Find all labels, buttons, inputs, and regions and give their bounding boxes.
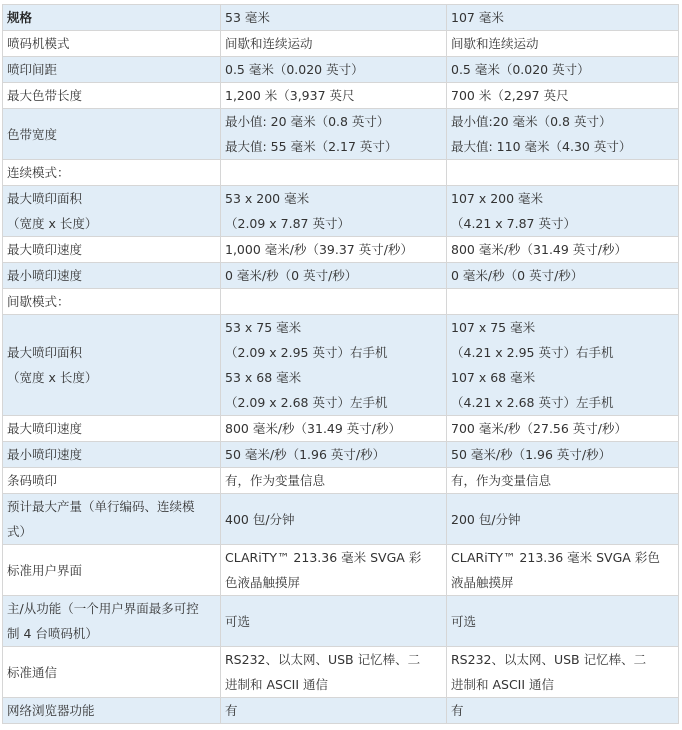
cell-text-line: 标准通信	[7, 664, 58, 680]
spec-107mm-cell	[447, 698, 679, 724]
cell-text-line: CLARiTY™ 213.36 毫米 SVGA 彩	[225, 550, 422, 565]
cell-text-line: 喷码机模式	[7, 36, 70, 51]
spec-label-cell	[3, 442, 221, 468]
table-row	[3, 698, 679, 724]
cell-text-line: 最大喷印面积	[7, 345, 83, 360]
spec-label-cell	[3, 237, 221, 263]
cell-text-line: （4.21 x 7.87 英寸）	[451, 216, 576, 231]
spec-label-cell	[3, 57, 221, 83]
cell-text-line: （2.09 x 2.68 英寸）左手机	[225, 395, 388, 410]
spec-53mm-cell	[221, 545, 447, 596]
spec-53mm-cell	[221, 494, 447, 545]
cell-text-line: 式）	[7, 524, 33, 539]
cell-text-line: 可选	[451, 613, 477, 629]
spec-107mm-cell	[447, 5, 679, 31]
cell-text-line: RS232、以太网、USB 记忆棒、二	[451, 652, 647, 667]
spec-label-cell	[3, 468, 221, 494]
cell-text-line: 最大喷印速度	[7, 421, 83, 436]
spec-53mm-cell	[221, 83, 447, 109]
spec-107mm-cell	[447, 416, 679, 442]
table-row	[3, 109, 679, 160]
cell-text-line: 有	[225, 703, 238, 718]
cell-text-line: 最大色带长度	[7, 88, 83, 103]
cell-text-line: 50 毫米/秒（1.96 英寸/秒）	[225, 447, 386, 462]
cell-text-line: 最小喷印速度	[7, 447, 83, 462]
cell-text-line: （4.21 x 2.95 英寸）右手机	[451, 345, 614, 360]
cell-text-line: 间歇模式：	[7, 294, 70, 309]
cell-text-line: 700 毫米/秒（27.56 英寸/秒）	[451, 421, 628, 436]
spec-table-body	[3, 5, 679, 724]
spec-label-cell	[3, 494, 221, 545]
table-row	[3, 186, 679, 237]
cell-text-line: 800 毫米/秒（31.49 英寸/秒）	[451, 242, 628, 257]
cell-text-line: 107 x 200 毫米	[451, 191, 544, 206]
cell-text-line: 最大值: 110 毫米（4.30 英寸）	[451, 139, 632, 154]
spec-107mm-cell	[447, 442, 679, 468]
cell-text-line: 0.5 毫米（0.020 英寸）	[225, 62, 364, 77]
spec-107mm-cell	[447, 31, 679, 57]
cell-text-line: 53 x 75 毫米	[225, 320, 302, 335]
cell-text-line: 色带宽度	[7, 126, 58, 142]
spec-label-cell	[3, 545, 221, 596]
cell-text-line: 0.5 毫米（0.020 英寸）	[451, 62, 590, 77]
spec-107mm-cell	[447, 263, 679, 289]
cell-text-line: （宽度 x 长度）	[7, 370, 98, 385]
cell-text-line: 有，作为变量信息	[225, 473, 326, 488]
cell-text-line: 1,200 米（3,937 英尺	[225, 88, 355, 103]
spec-label-cell	[3, 83, 221, 109]
spec-label-cell	[3, 5, 221, 31]
table-row	[3, 31, 679, 57]
spec-53mm-cell	[221, 31, 447, 57]
spec-107mm-cell	[447, 596, 679, 647]
cell-text-line: 有，作为变量信息	[451, 473, 552, 488]
cell-text-line: CLARiTY™ 213.36 毫米 SVGA 彩色	[451, 550, 660, 565]
cell-text-line: 进制和 ASCII 通信	[225, 677, 329, 692]
cell-text-line	[451, 160, 674, 185]
cell-text-line: 规格	[7, 10, 33, 25]
spec-53mm-cell	[221, 647, 447, 698]
table-row	[3, 315, 679, 416]
spec-label-cell	[3, 109, 221, 160]
cell-text-line: 53 x 200 毫米	[225, 191, 310, 206]
cell-text-line: （2.09 x 2.95 英寸）右手机	[225, 345, 388, 360]
cell-text-line: 最小喷印速度	[7, 268, 83, 283]
table-row	[3, 494, 679, 545]
spec-label-cell	[3, 31, 221, 57]
cell-text-line: 连续模式：	[7, 165, 70, 180]
spec-label-cell	[3, 647, 221, 698]
cell-text-line: 制 4 台喷码机）	[7, 626, 98, 641]
spec-53mm-cell	[221, 698, 447, 724]
cell-text-line: 预计最大产量（单行编码、连续模	[7, 499, 195, 514]
cell-text-line: 最大值: 55 毫米（2.17 英寸）	[225, 139, 398, 154]
cell-text-line: 107 毫米	[451, 10, 504, 25]
spec-107mm-cell	[447, 468, 679, 494]
table-row	[3, 160, 679, 186]
spec-label-cell	[3, 289, 221, 315]
spec-107mm-cell	[447, 545, 679, 596]
table-row	[3, 5, 679, 31]
spec-label-cell	[3, 160, 221, 186]
cell-text-line: 网络浏览器功能	[7, 703, 95, 718]
spec-107mm-cell	[447, 289, 679, 315]
cell-text-line: 最小值: 20 毫米（0.8 英寸）	[225, 114, 390, 129]
spec-53mm-cell	[221, 109, 447, 160]
cell-text-line: 200 包/分钟	[451, 511, 521, 527]
cell-text-line: 0 毫米/秒（0 英寸/秒）	[451, 268, 584, 283]
spec-107mm-cell	[447, 647, 679, 698]
cell-text-line: 进制和 ASCII 通信	[451, 677, 555, 692]
spec-53mm-cell	[221, 468, 447, 494]
cell-text-line	[451, 289, 674, 314]
cell-text-line: （2.09 x 7.87 英寸）	[225, 216, 350, 231]
table-row	[3, 442, 679, 468]
spec-53mm-cell	[221, 315, 447, 416]
cell-text-line: 主/从功能（一个用户界面最多可控	[7, 601, 199, 616]
cell-text-line: 间歇和连续运动	[225, 36, 313, 51]
spec-107mm-cell	[447, 494, 679, 545]
spec-label-cell	[3, 596, 221, 647]
spec-107mm-cell	[447, 109, 679, 160]
table-row	[3, 263, 679, 289]
cell-text-line: 400 包/分钟	[225, 511, 295, 527]
spec-53mm-cell	[221, 160, 447, 186]
table-row	[3, 647, 679, 698]
cell-text-line: 液晶触摸屏	[451, 575, 514, 590]
spec-label-cell	[3, 186, 221, 237]
cell-text-line: 间歇和连续运动	[451, 36, 539, 51]
cell-text-line: 53 毫米	[225, 10, 270, 25]
spec-53mm-cell	[221, 263, 447, 289]
cell-text-line: 最小值:20 毫米（0.8 英寸）	[451, 114, 612, 129]
spec-53mm-cell	[221, 5, 447, 31]
cell-text-line: 0 毫米/秒（0 英寸/秒）	[225, 268, 358, 283]
table-row	[3, 545, 679, 596]
cell-text-line: （宽度 x 长度）	[7, 216, 98, 231]
spec-107mm-cell	[447, 237, 679, 263]
table-row	[3, 237, 679, 263]
cell-text-line: 有	[451, 703, 464, 718]
cell-text-line: 50 毫米/秒（1.96 英寸/秒）	[451, 447, 612, 462]
spec-label-cell	[3, 263, 221, 289]
spec-53mm-cell	[221, 442, 447, 468]
spec-107mm-cell	[447, 315, 679, 416]
spec-53mm-cell	[221, 237, 447, 263]
table-row	[3, 416, 679, 442]
table-row	[3, 57, 679, 83]
cell-text-line	[225, 160, 442, 185]
cell-text-line: 可选	[225, 613, 251, 629]
cell-text-line: 最大喷印面积	[7, 191, 83, 206]
table-row	[3, 289, 679, 315]
cell-text-line: 800 毫米/秒（31.49 英寸/秒）	[225, 421, 402, 436]
cell-text-line: 最大喷印速度	[7, 242, 83, 257]
spec-table	[2, 4, 679, 724]
spec-53mm-cell	[221, 289, 447, 315]
cell-text-line: 喷印间距	[7, 62, 58, 77]
spec-label-cell	[3, 698, 221, 724]
cell-text-line: 107 x 68 毫米	[451, 370, 536, 385]
table-row	[3, 596, 679, 647]
spec-107mm-cell	[447, 160, 679, 186]
spec-107mm-cell	[447, 186, 679, 237]
cell-text-line: RS232、以太网、USB 记忆棒、二	[225, 652, 421, 667]
spec-53mm-cell	[221, 57, 447, 83]
spec-53mm-cell	[221, 596, 447, 647]
spec-label-cell	[3, 416, 221, 442]
spec-107mm-cell	[447, 83, 679, 109]
spec-53mm-cell	[221, 416, 447, 442]
cell-text-line: 标准用户界面	[7, 562, 83, 578]
cell-text-line: 色液晶触摸屏	[225, 575, 301, 590]
table-row	[3, 83, 679, 109]
cell-text-line: 条码喷印	[7, 473, 58, 488]
cell-text-line: （4.21 x 2.68 英寸）左手机	[451, 395, 614, 410]
spec-label-cell	[3, 315, 221, 416]
spec-53mm-cell	[221, 186, 447, 237]
cell-text-line: 53 x 68 毫米	[225, 370, 302, 385]
cell-text-line: 700 米（2,297 英尺	[451, 88, 569, 103]
cell-text-line: 107 x 75 毫米	[451, 320, 536, 335]
cell-text-line: 1,000 毫米/秒（39.37 英寸/秒）	[225, 242, 413, 257]
spec-107mm-cell	[447, 57, 679, 83]
table-row	[3, 468, 679, 494]
cell-text-line	[225, 289, 442, 314]
